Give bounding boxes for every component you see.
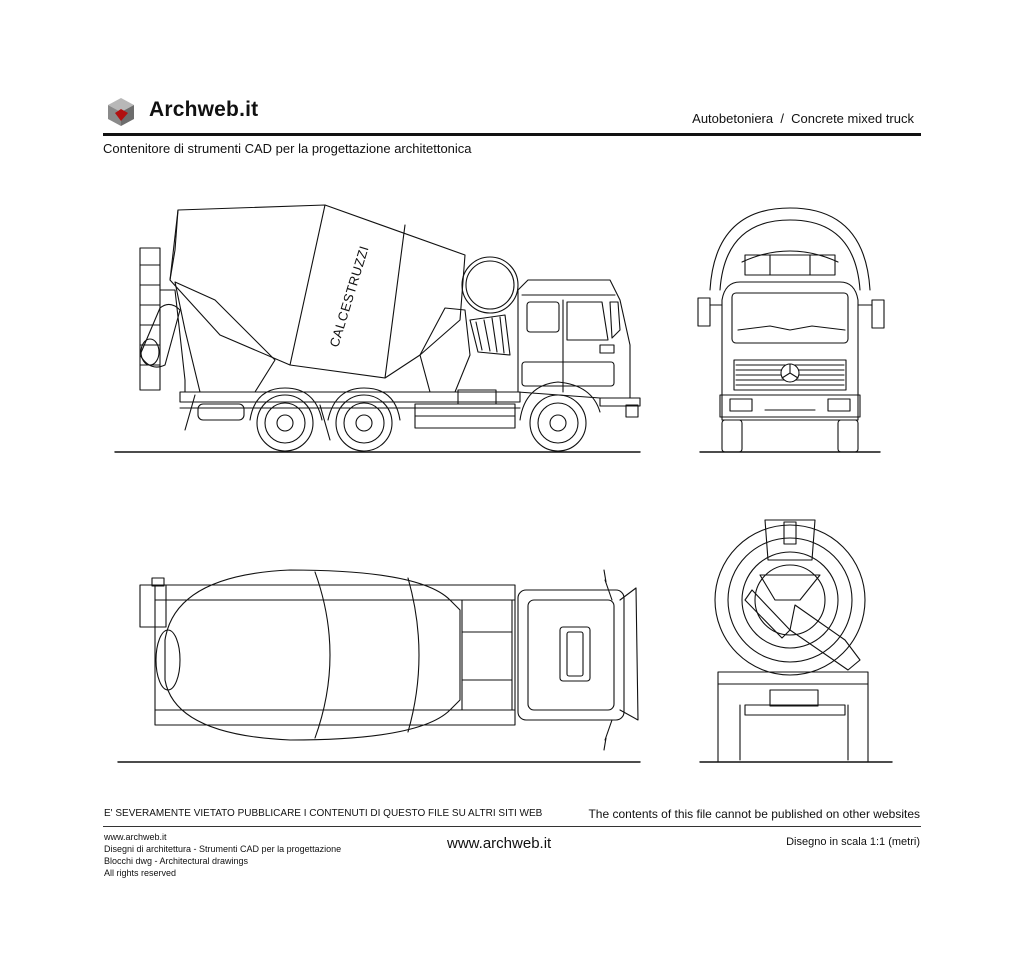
footer-info-line: Blocchi dwg - Architectural drawings (104, 856, 249, 866)
top-view (118, 570, 640, 762)
drum-label: CALCESTRUZZI (326, 243, 372, 349)
brand-name: Archweb.it (149, 98, 259, 121)
side-wheel-rear-1 (257, 395, 313, 451)
side-view (115, 205, 640, 452)
front-view (698, 208, 884, 452)
footer-info-line: Disegni di architettura - Strumenti CAD per la progettazione (104, 844, 342, 854)
footer-info-line: All rights reserved (104, 868, 177, 878)
footer-website-link[interactable]: www.archweb.it (447, 835, 552, 852)
warning-italian: E' SEVERAMENTE VIETATO PUBBLICARE I CONTENUTI DI QUESTO FILE SU ALTRI SITI WEB (104, 808, 543, 819)
footer-info-line: www.archweb.it (104, 832, 167, 842)
side-wheel-front (530, 395, 586, 451)
drawing-title: Autobetoniera / Concrete mixed truck (692, 111, 914, 126)
warning-english: The contents of this file cannot be published on other websites (588, 807, 920, 821)
drawing-scale: Disegno in scala 1:1 (metri) (786, 836, 920, 848)
rear-view (700, 520, 892, 762)
footer-rule (103, 826, 921, 827)
side-wheel-rear-2 (336, 395, 392, 451)
header-subtitle: Contenitore di strumenti CAD per la progettazione architettonica (103, 141, 472, 156)
